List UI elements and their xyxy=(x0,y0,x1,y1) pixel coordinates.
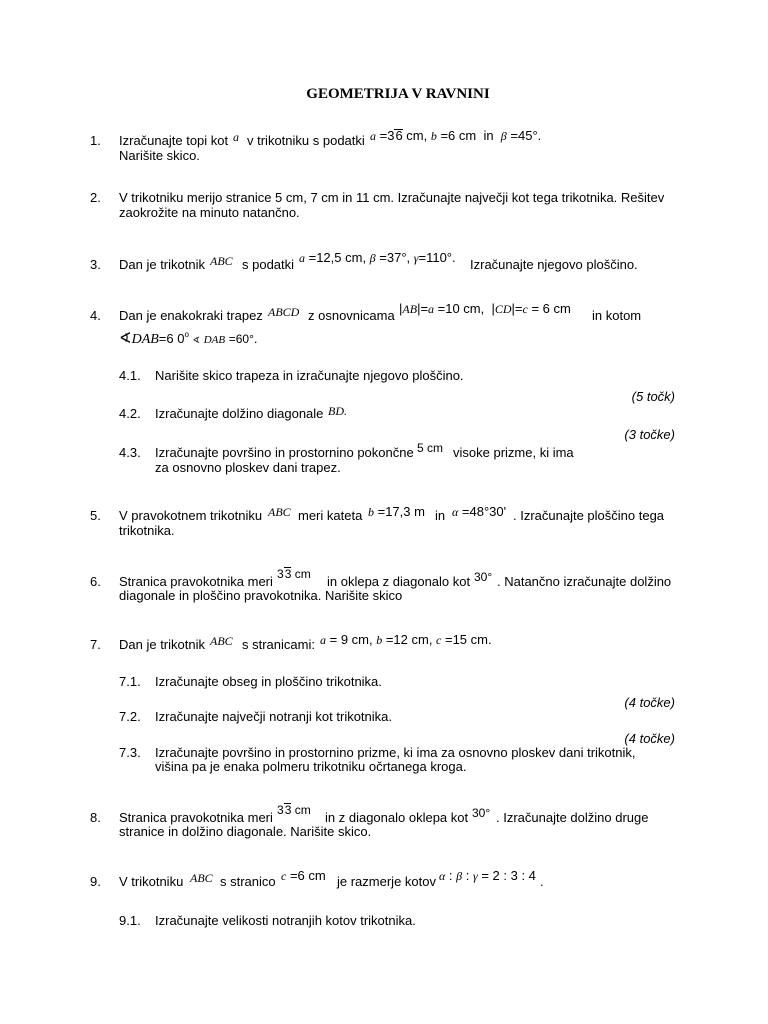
problem-text: in oklepa z diagonalo kot xyxy=(327,574,471,589)
points-label: (5 točk) xyxy=(631,389,675,404)
problem-number: 5. xyxy=(90,508,101,523)
math-symbol: ABC xyxy=(190,871,213,885)
problem-number: 3. xyxy=(90,257,101,272)
problem-text: Dan je trikotnik xyxy=(119,637,205,652)
problem-number: 1. xyxy=(90,133,101,148)
math-expression: b =17,3 m xyxy=(368,504,425,519)
problem-text-line2: stranice in dolžino diagonale. Narišite skico. xyxy=(119,824,372,839)
problem-text: Stranica pravokotnika meri xyxy=(119,810,273,825)
points-label: (3 točke) xyxy=(624,427,675,442)
problem-text: Izračunajte topi kot xyxy=(119,133,229,148)
problem-number: 9. xyxy=(90,874,101,889)
math-expression: 30° xyxy=(472,806,491,820)
problem-text: v trikotniku s podatki xyxy=(247,133,365,148)
subproblem-text: Izračunajte velikosti notranjih kotov trikotnika. xyxy=(155,913,416,928)
math-symbol: ABC xyxy=(268,505,291,519)
subproblem-text: Izračunajte obseg in ploščino trikotnika. xyxy=(155,674,382,689)
math-symbol: ABC xyxy=(210,634,233,648)
punctuation: . xyxy=(540,874,544,889)
subproblem-number: 7.2. xyxy=(119,709,141,724)
math-expression: |AB|=a =10 cm, |CD|=c = 6 cm xyxy=(399,301,571,316)
problem-text: s stranicami: xyxy=(242,637,315,652)
problem-text: meri kateta xyxy=(298,508,363,523)
subproblem-text: visoke prizme, ki ima xyxy=(453,445,574,460)
problem-text: . Natančno izračunajte dolžino xyxy=(497,574,672,589)
subproblem-number: 7.1. xyxy=(119,674,141,689)
problem-text: in xyxy=(435,508,446,523)
problem-text: je razmerje kotov xyxy=(337,874,436,889)
subproblem-text: Izračunajte površino in prostornino pokončne xyxy=(155,445,414,460)
math-symbol: a xyxy=(233,130,239,144)
problem-text: s stranico xyxy=(220,874,276,889)
subproblem-text: Izračunajte dolžino diagonale xyxy=(155,406,324,421)
document-title: GEOMETRIJA V RAVNINI xyxy=(306,86,490,102)
math-expression: 5 cm xyxy=(417,441,444,455)
problem-number: 6. xyxy=(90,574,101,589)
math-symbol: ABC xyxy=(210,254,233,268)
problem-text: Izračunajte njegovo ploščino. xyxy=(470,257,638,272)
problem-text: z osnovnicama xyxy=(308,308,395,323)
math-expression: 33 cm xyxy=(277,567,311,581)
math-symbol: ABCD xyxy=(268,305,300,319)
subproblem-number: 4.1. xyxy=(119,368,141,383)
math-expression: ∢DAB=6 0$^o$ ∢ DAB =60°. xyxy=(119,330,258,347)
problem-text: Stranica pravokotnika meri xyxy=(119,574,273,589)
math-expression: a =12,5 cm, β =37°, γ=110°. xyxy=(299,250,456,265)
problem-text-line2: trikotnika. xyxy=(119,523,175,538)
subproblem-text-line2: višina pa je enaka polmeru trikotniku očrtanega kroga. xyxy=(155,759,467,774)
subproblem-number: 4.2. xyxy=(119,406,141,421)
subproblem-number: 7.3. xyxy=(119,745,141,760)
problem-text-line2: Narišite skico. xyxy=(119,148,200,163)
subproblem-text-line2: za osnovno ploskev dani trapez. xyxy=(155,460,341,475)
problem-text: . Izračunajte ploščino tega xyxy=(513,508,665,523)
problem-text-line2: diagonale in ploščino pravokotnika. Narišite skico xyxy=(119,588,403,603)
math-expression: α =48°30' xyxy=(452,504,507,519)
subproblem-number: 9.1. xyxy=(119,913,141,928)
subproblem-text: Izračunajte površino in prostornino prizme, ki ima za osnovno ploskev dani trikotnik, xyxy=(155,745,636,760)
points-label: (4 točke) xyxy=(624,695,675,710)
problem-text: Dan je trikotnik xyxy=(119,257,205,272)
problem-text: V pravokotnem trikotniku xyxy=(119,508,263,523)
math-expression: 33 cm xyxy=(277,803,311,817)
points-label: (4 točke) xyxy=(624,731,675,746)
problem-text: . Izračunajte dolžino druge xyxy=(496,810,649,825)
problem-text: Dan je enakokraki trapez xyxy=(119,308,263,323)
problem-text: in z diagonalo oklepa kot xyxy=(325,810,469,825)
math-expression: α : β : γ = 2 : 3 : 4 xyxy=(439,868,536,883)
problem-number: 8. xyxy=(90,810,101,825)
problem-text: V trikotniku merijo stranice 5 cm, 7 cm in 11 cm. Izračunajte največji kot tega trikotnika. Rešitev xyxy=(119,190,665,205)
problem-number: 4. xyxy=(90,308,101,323)
problem-number: 7. xyxy=(90,637,101,652)
problem-text: s podatki xyxy=(242,257,295,272)
subproblem-text: Izračunajte največji notranji kot trikotnika. xyxy=(155,709,393,724)
problem-text: in kotom xyxy=(592,308,642,323)
subproblem-number: 4.3. xyxy=(119,445,141,460)
math-symbol: BD. xyxy=(328,404,347,418)
problem-text-line2: zaokrožite na minuto natančno. xyxy=(119,205,300,220)
problem-number: 2. xyxy=(90,190,101,205)
math-expression: c =6 cm xyxy=(281,868,326,883)
problem-text: V trikotniku xyxy=(119,874,184,889)
math-expression: a =36 cm, b =6 cm in β =45°. xyxy=(370,128,542,143)
subproblem-text: Narišite skico trapeza in izračunajte njegovo ploščino. xyxy=(155,368,464,383)
math-expression: a = 9 cm, b =12 cm, c =15 cm. xyxy=(320,632,492,647)
math-expression: 30° xyxy=(474,570,493,584)
